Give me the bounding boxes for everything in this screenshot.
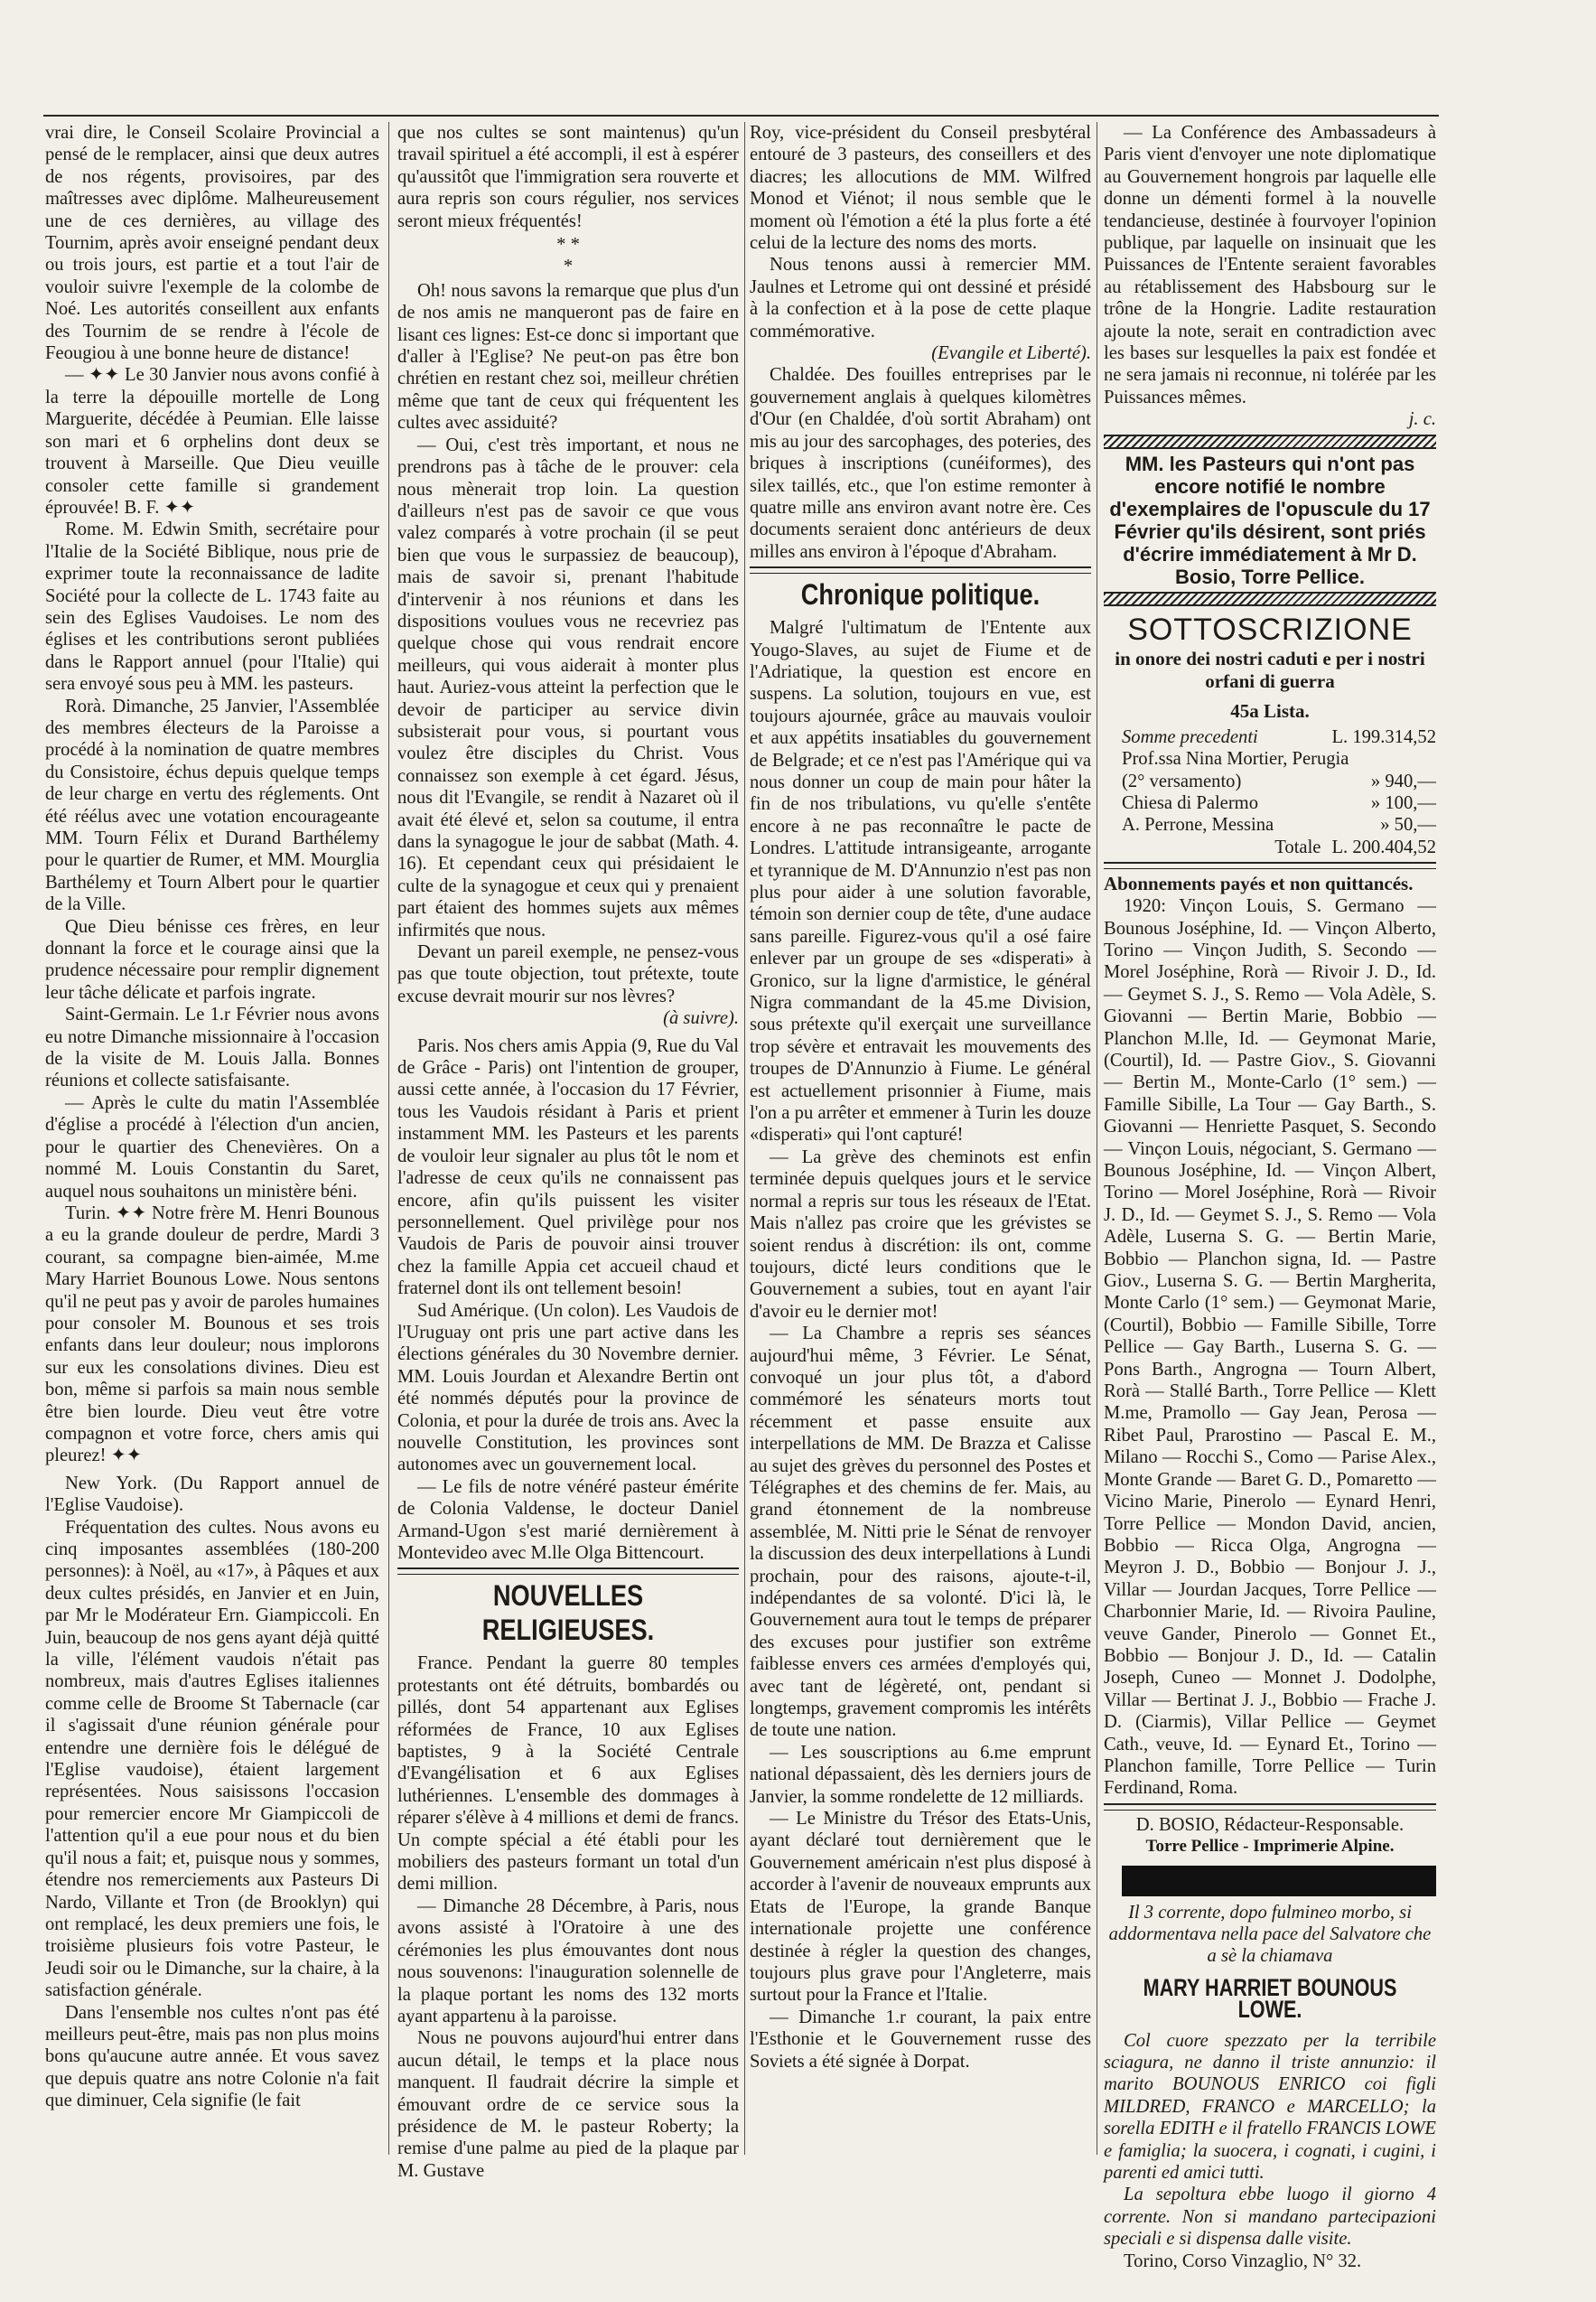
paragraph-france: France. Pendant la guerre 80 temples protestants ont été détruits, bombardés ou pillés, dont 54 appartenant aux Eglises réformées de France, 10 aux Eglises baptistes, 9 à la Société Centrale d'Evangélisation et 6 aux Eglises luthériennes. L'ensemble des dommages à réparer s'élève à 4 millions et demi de francs. Un compte spécial a été établi pour les mobiliers des pasteurs formant un total d'un demi million. bbox=[397, 1653, 739, 1895]
obituary-intro: Il 3 corrente, dopo fulmineo morbo, si addormentava nella pace del Salvatore che a sè la chiamava bbox=[1108, 1902, 1432, 1967]
paragraph: Oh! nous savons la remarque que plus d'un de nos amis ne manqueront pas de faire en lisant ces lignes: Est-ce donc si important que d'aller à l'Eglise? Ne peut-on pas être bon chrétien en restant chez soi, meilleur chrétien même que tant de ceux qui fréquentent les cultes avec assiduité? bbox=[397, 280, 739, 434]
obituary-body: Col cuore spezzato per la terribile sciagura, ne danno il triste annunzio: il marito BOUNOUS ENRICO coi figli MILDRED, FRANCO e MARCELLO; la sorella EDITH e il fratello FRANCIS LOWE e famiglia; la suocera, i cognati, i cugini, i parenti ed amici tutti. bbox=[1104, 2030, 1436, 2184]
paragraph: — Oui, c'est très important, et nous ne prendrons pas à tâche de le prouver: cela nous mènerait trop loin. La question d'ailleurs n'est pas de savoir ce que vous valez comparés à votre prochain (il se peut bien que vous le surpassiez de beaucoup), mais de savoir si, prenant l'habitude d'intervenir à nos réunions et dans les dispositions voulues vous ne recevriez pas quelque chose qui vous rendrait encore meilleurs, qui vous aiderait à monter plus haut. Auriez-vous atteint la perfection que le devoir de participer au service divin subsisterait pour vous, si pourtant vous voulez être disciples du Christ. Vous connaissez son exemple à cet égard. Jésus, nous dit l'Evangile, se rendit à Nazaret où il avait été élevé et, selon sa coutume, il entra dans la synagogue le jour de sabbat (Math. 4. 16). Et cependant ceux qui présidaient le culte de la synagogue et ceux qui y prenaient part étaient des hommes sujets aux mêmes infirmités que nous. bbox=[397, 435, 739, 940]
column-divider bbox=[388, 122, 389, 2155]
ornamental-rule bbox=[1104, 435, 1436, 449]
list-number: 45a Lista. bbox=[1230, 699, 1310, 722]
paragraph-rora: Rorà. Dimanche, 25 Janvier, l'Assemblée des membres électeurs de la Paroisse a procédé à la nomination de quatre membres du Consistoire, échus depuis quelque temps de leur charge en vertu des réglements. Ont été réélus avec une votation encourageante MM. Tourn Félix et Durand Barthélemy pour le quartier de Rumer, et MM. Mourglia Barthélemy et Tourn Albert pour le quartier de la Ville. bbox=[45, 696, 379, 915]
section-stars: * * * bbox=[556, 235, 580, 277]
paragraph: — Le fils de notre vénéré pasteur émérite de Colonia Valdense, le docteur Daniel Armand-Ugon s'est marié dernièrement à Montevideo avec M.lle Olga Bittencourt. bbox=[397, 1476, 739, 1563]
paragraph: que nos cultes se sont maintenus) qu'un travail spirituel a été accompli, il est à espérer qu'aussitôt que l'immigration sera rouverte et aura repris son cours régulier, nos services seront mieux fréquentés! bbox=[397, 123, 739, 231]
ornamental-rule bbox=[1104, 592, 1436, 606]
paragraph: Nous tenons aussi à remercier MM. Jaulnes et Letrome qui ont dessiné et présidé à la confection et à la pose de cette plaque commémorative. bbox=[750, 255, 1091, 342]
subscription-row: Prof.ssa Nina Mortier, Perugia bbox=[1122, 749, 1349, 770]
paragraph-rome: Rome. M. Edwin Smith, secrétaire pour l'Italie de la Société Biblique, nous prie de exprimer toute la reconnaissance de ladite Société pour la collecte de L. 1743 faite au sein des Eglises Vaudoises. Le nom des églises et les contributions seront publiées dans le Rapport annuel (pour l'Italie) qui sera envoyé sous peu à MM. les pasteurs. bbox=[45, 519, 379, 695]
section-rule bbox=[1104, 862, 1436, 869]
subscription-title: SOTTOSCRIZIONE bbox=[1127, 612, 1413, 647]
signature: j. c. bbox=[1408, 409, 1436, 430]
paragraph-new-york: New York. (Du Rapport annuel de l'Eglise Vaudoise). bbox=[45, 1473, 379, 1516]
paragraph: — Dimanche 28 Décembre, à Paris, nous avons assisté à l'Oratoire à une des cérémonies les plus émouvantes dont nous nous souvenons: l'inauguration solennelle de la plaque portant les noms des 132 morts ayant appartenu à la paroisse. bbox=[397, 1895, 739, 2026]
paragraph: — La grève des cheminots est enfin terminée depuis quelques jours et le service normal a repris sur tous les réseaux de l'Etat. Mais n'allez pas croire que les grévistes se soient rendus à discrétion: ils ont, comme toujours, dicté leurs conditions que le Gouvernement a subies, tout en ayant l'air d'avoir eu le dernier mot! bbox=[750, 1146, 1091, 1322]
column-4 bbox=[1104, 122, 1436, 2272]
column-3 bbox=[750, 122, 1091, 2073]
mourning-bar bbox=[1122, 1866, 1436, 1896]
section-rule bbox=[750, 566, 1091, 574]
source-signature: (Evangile et Liberté). bbox=[931, 343, 1091, 364]
paragraph: Malgré l'ultimatum de l'Entente aux Yougo-Slaves, au sujet de Fiume et de l'Adriatique, la question est encore en suspens. La solution, toujours en vue, est toujours ajournée, grâce au mauvais vouloir et aux appétits insatiables du gouvernement de Belgrade; et ce n'est pas l'Amérique qui va nous donner un coup de main pour hâter la fin de nos tribulations, vu qu'elle s'entête encore à ne pas reconnaître le pacte de Londres. L'attitude intransigeante, arrogante et tyrannique de M. D'Annunzio n'est pas non plus pour aider à une solution favorable, témoin son dernier coup de tête, d'une audace sans pareille. Figurez-vous qu'il a osé faire enlever par un groupe de ses «disperati» à Gronico, sur la ligne d'armistice, le général Nigra commandant de la 45.me Division, sous prétexte qu'il exerçait une surveillance trop sévère et entravait les mouvements des troupes de D'Annunzio à Fiume. Le général est actuellement prisonnier à Fiume, mais l'on a pu arrêter et emmener à Turin les douze «disperati» qui l'ont capturé! bbox=[750, 618, 1091, 1146]
section-rule bbox=[397, 1567, 739, 1575]
obituary-address: Torino, Corso Vinzaglio, N° 32. bbox=[1124, 2251, 1362, 2271]
paragraph-turin: Turin. ✦✦ Notre frère M. Henri Bounous a eu la grande douleur de perdre, Mardi 3 courant, sa compagne bien-aimée, M.me Mary Harriet Bounous Lowe. Nous sentons qu'il ne peut pas y avoir de paroles humaines pour consoler M. Bounous et ses trois enfants dans leur douleur; nous implorons sur eux les consolations divines. Dieu est bon, même si parfois sa main nous semble être bien lourde. Dieu veut être votre compagnon et votre force, chers amis qui pleurez! ✦✦ bbox=[45, 1202, 379, 1466]
paragraph: Devant un pareil exemple, ne pensez-vous pas que toute objection, tout prétexte, toute excuse devrait mourir sur nos lèvres? bbox=[397, 942, 739, 1006]
section-heading: NOUVELLES RELIGIEUSES. bbox=[481, 1579, 655, 1647]
subscription-row: Somme precedenti L. 199.314,52 bbox=[1122, 726, 1436, 747]
paragraph: Roy, vice-président du Conseil presbytéral entouré de 3 pasteurs, des conseillers et des diacres; les allocutions de MM. Wilfred Monod et Viénot; il nous semble que le moment où l'émotion a été la plus forte a été celui de la lecture des noms des morts. bbox=[750, 123, 1091, 254]
column-2 bbox=[397, 122, 739, 2182]
paragraph-sud-amerique: Sud Amérique. (Un colon). Les Vaudois de l'Uruguay ont pris une part active dans les élections générales du 30 Novembre dernier. MM. Louis Jourdan et Alexandre Bertin ont été nommés députés pour la province de Colonia, et pour la durée de trois ans. Avec la nouvelle Constitution, les provinces sont autonomes avec un gouvernement local. bbox=[397, 1300, 739, 1475]
paragraph: — Après le culte du matin l'Assemblée d'église a procédé à l'élection d'un ancien, pour le quartier des Chenevières. On a nommé M. Louis Constantin du Saret, auquel nous souhaitons un ministère béni. bbox=[45, 1092, 379, 1202]
paragraph-paris: Paris. Nos chers amis Appia (9, Rue du Val de Grâce - Paris) ont l'intention de grouper, aussi cette année, à l'occasion du 17 Février, tous les Vaudois résidant à Paris et prient instamment MM. les Pasteurs et les parents de vouloir leur signaler au plus tôt le nom et l'adresse de ceux qu'ils ne connaissent pas encore, afin qu'ils puissent les visiter personnellement. Quel privilège pour nos Vaudois de Paris de pouvoir ainsi trouver chez la famille Appia cet accueil chaud et fraternel dont ils ont tellement besoin! bbox=[397, 1035, 739, 1299]
printer-credit: Torre Pellice - Imprimerie Alpine. bbox=[1145, 1837, 1395, 1857]
top-rule bbox=[43, 115, 1439, 117]
paragraph: — La Chambre a repris ses séances aujourd'hui même, 3 Février. Le Sénat, convoqué un jour plus tôt, a d'abord commémoré les sénateurs morts tout récemment et passe ensuite aux interpellations de MM. De Brazza et Calisse au sujet des grèves du personnel des Postes et Télégraphes et des chemins de fer. Mais, au grand étonnement de la nombreuse assemblée, M. Nitti prie le Sénat de renvoyer la discussion des deux interpellations à Lundi prochain, pour des raisons, ajoute-t-il, indépendantes de sa volonté. D'ici là, le Gouvernement aura tout le temps de préparer des excuses pour justifier son extrême faiblesse envers ces armées d'employés qui, avec tant de légèreté, ont, pendant si longtemps, gravement compromis les intérêts de toute une nation. bbox=[750, 1324, 1091, 1741]
a-suivre: (à suivre). bbox=[663, 1008, 739, 1029]
paragraph: — Dimanche 1.r courant, la paix entre l'Esthonie et le Gouvernement russe des Soviets a été signée à Dorpat. bbox=[750, 2007, 1091, 2072]
subscription-row: (2° versamento) » 940,— bbox=[1122, 771, 1436, 791]
obituary-burial: La sepoltura ebbe luogo il giorno 4 corrente. Non si mandano partecipazioni speciali e si dispensa dalle visite. bbox=[1104, 2185, 1436, 2250]
subscription-rows bbox=[1122, 726, 1436, 858]
paragraph: — Le Ministre du Trésor des Etats-Unis, ayant déclaré tout dernièrement que le Gouvernement américain n'est plus disposé à accorder à l'avenir de nouveaux emprunts aux Etats de l'Europe, la grande Banque internationale projette une conférence destinée à régler la question des changes, toujours plus grave pour l'Angleterre, mais surtout pour la France et l'Italie. bbox=[750, 1809, 1091, 2006]
paragraph: Nous ne pouvons aujourd'hui entrer dans aucun détail, le temps et la place nous manquent. Il faudrait décrire la simple et émouvant ordre de ce service sous la présidence de M. le pasteur Roberty; la remise d'une palme au pied de la plaque par M. Gustave bbox=[397, 2028, 739, 2181]
section-rule bbox=[1104, 1803, 1436, 1811]
paragraph-chaldee: Chaldée. Des fouilles entreprises par le gouvernement anglais à quelques kilomètres d'Our (en Chaldée, d'où sortit Abraham) ont mis au jour des sarcophages, des poteries, des briques à inscriptions (cunéiformes), des silex taillés, etc., que l'on estime remonter à quatre mille ans environ avant notre ère. Ces documents seraient donc antérieurs de deux milles ans environ à l'époque d'Abraham. bbox=[750, 365, 1091, 562]
paragraph: — La Conférence des Ambassadeurs à Paris vient d'envoyer une note diplomatique au Gouvernement hongrois par laquelle elle donne un démenti formel à la nouvelle tendancieuse, destinée à fourvoyer l'opinion publique, par laquelle on insinuait que les Puissances de l'Entente seraient favorables au rétablissement des Habsbourg sur le trône de la Hongrie. Ladite restauration ajoute la note, serait en contradiction avec les bases sur lesquelles la paix est fondée et ne sera jamais ni reconnue, ni tolérée par les Puissances mêmes. bbox=[1104, 123, 1436, 407]
subscription-row: A. Perrone, Messina » 50,— bbox=[1122, 815, 1436, 836]
subscription-row: Chiesa di Palermo » 100,— bbox=[1122, 792, 1436, 813]
column-divider bbox=[744, 122, 745, 2155]
subscriptions-heading: Abonnements payés et non quittancés. bbox=[1104, 873, 1414, 895]
editor-credit: D. BOSIO, Rédacteur-Responsable. bbox=[1135, 1814, 1405, 1835]
paragraph: Que Dieu bénisse ces frères, en leur donnant la force et le courage ainsi que la prudence nécessaire pour remplir dignement leur tâche délicate et parfois ingrate. bbox=[45, 916, 379, 1003]
paragraph: — ✦✦ Le 30 Janvier nous avons confié à la terre la dépouille mortelle de Long Marguerite, décédée à Peumian. Elle laisse son mari et 6 orphelins dont deux se trouvent à Marseille. Que Dieu veuille consoler cette famille si grandement éprouvée! B. F. ✦✦ bbox=[45, 365, 379, 518]
paragraph: vrai dire, le Conseil Scolaire Provincial a pensé de le remplacer, ainsi que deux autres de nos régents, provisoires, par des maîtresses avec diplôme. Malheureusement une de ces dernières, au village des Tournim, après avoir enseigné pendant deux ou trois jours, est partie et a tout l'air de vouloir suivre l'exemple de la colombe de Noé. Les autorités conseillent aux enfants des Tournim de se rendre à l'école de Feougiou à une bonne heure de distance! bbox=[45, 123, 379, 364]
obituary-name: MARY HARRIET BOUNOUS LOWE. bbox=[1143, 1973, 1397, 2024]
column-1 bbox=[45, 122, 379, 2112]
pastors-notice: MM. les Pasteurs qui n'ont pas encore notifié le nombre d'exemplaires de l'opuscule du 17 Février qu'ils désirent, sont priés d'écrire immédiatement à Mr D. Bosio, Torre Pellice. bbox=[1109, 452, 1431, 588]
subscription-subtitle: in onore dei nostri caduti e per i nostri orfani di guerra bbox=[1115, 647, 1425, 692]
paragraph: — Les souscriptions au 6.me emprunt national dépassaient, dès les derniers jours de Janvier, la somme rondelette de 12 milliards. bbox=[750, 1742, 1091, 1807]
subscribers-list: 1920: Vinçon Louis, S. Germano — Bounous Joséphine, Id. — Vinçon Alberto, Torino — Vinçon Judith, S. Secondo — Morel Joséphine, Rorà — Rivoir J. D., Id. — Geymet S. J., S. Remo — Vola Adèle, S. Giovanni — Bertin Marie, Bobbio — Planchon M.lle, Id. — Geymonat Marie, (Courtil), Id. — Pastre Giov., S. Giovanni — Bertin M., Monte-Carlo (1° sem.) — Famille Sibille, La Tour — Gay Barth., S. Giovanni — Henriette Pasquet, S. Secondo — Vinçon Louis, négociant, S. Germano — Bounous Joséphine, Id. — Vinçon Albert, Torino — Morel Joséphine, Rorà — Rivoir J. D., Id. — Geymet S. J., S. Remo — Vola Adèle, Luserna S. G. — Bertin Marie, Bobbio — Planchon signa, Id. — Pastre Giov., Luserna S. G. — Bertin Margherita, Monte Carlo (1° sem.) — Geymonat Marie, (Courtil), Bobbio — Famille Sibille, Torre Pellice — Gay Barth., Luserna S. G. — Pons Barth., Angrogna — Tourn Albert, Rorà — Stallé Barth., Torre Pellice — Klett M.me, Pramollo — Gay Jean, Perosa — Ribet Paul, Prarostino — Pascal E. M., Milano — Rocchi S., Como — Parise Alex., Monte Grande — Baret G. D., Pomaretto — Vicino Marie, Pinerolo — Eynard Henri, Torre Pellice — Mondon David, ancien, Bobbio — Ricca Olga, Angrogna — Meyron J. D., Bobbio — Bonjour J. J., Villar — Jourdan Jacques, Torre Pellice — Charbonnier Marie, Id. — Rivoira Pauline, veuve Gander, Pinerolo — Gonnet Et., Bobbio — Bonjour J. D., Id. — Catalin Joseph, Cuneo — Monnet J. Dodolphe, Villar — Bertinat J. J., Bobbio — Frache J. D. (Ciarmis), Villar Pellice — Geymet Cath., veuve, Id. — Eynard Et., Torino — Planchon famille, Torre Pellice — Turin Ferdinand, Roma. bbox=[1104, 896, 1436, 1799]
section-heading: Chronique politique. bbox=[800, 578, 1041, 612]
paragraph: Fréquentation des cultes. Nous avons eu cinq imposantes assemblées (180-200 personnes): à Noël, au «17», à Pâques et aux deux cultes présidés, en Janvier et en Juin, par Mr le Modérateur Ern. Giampiccoli. En Juin, beaucoup de nos gens ayant déjà quitté la ville, l'élément vaudois n'était pas nombreux, mais d'autres Eglises italiennes comme celle de Broome St Tabernacle (car il s'agissait d'une réunion générale pour entendre une dernière fois le délégué de l'Eglise vaudoise), étaient largement représentées. Nous saisissons l'occasion pour remercier encore Mr Giampiccoli de l'attention qu'il a eue pour nous et du bien qu'il nous a fait; et, puisque nous y sommes, étendre nos remerciements aux Pasteurs Di Nardo, Villante et Tron (de Brooklyn) qui ont remplacé, les deux premiers une fois, le troisième plusieurs fois votre Pasteur, le Jeudi soir ou le Dimanche, sur la chaire, à la satisfaction générale. bbox=[45, 1517, 379, 2001]
paragraph: Dans l'ensemble nos cultes n'ont pas été meilleurs peut-être, mais pas non plus moins bons qu'aucune autre année. Et vous savez que depuis quatre ans notre Colonie n'a fait que diminuer, Cela signifie (le fait bbox=[45, 2002, 379, 2111]
paragraph-saint-germain: Saint-Germain. Le 1.r Février nous avons eu notre Dimanche missionnaire à l'occasion de la visite de M. Louis Jalla. Bonnes réunions et collecte satisfaisante. bbox=[45, 1005, 379, 1091]
subscription-total: Totale L. 200.404,52 bbox=[1274, 837, 1436, 857]
